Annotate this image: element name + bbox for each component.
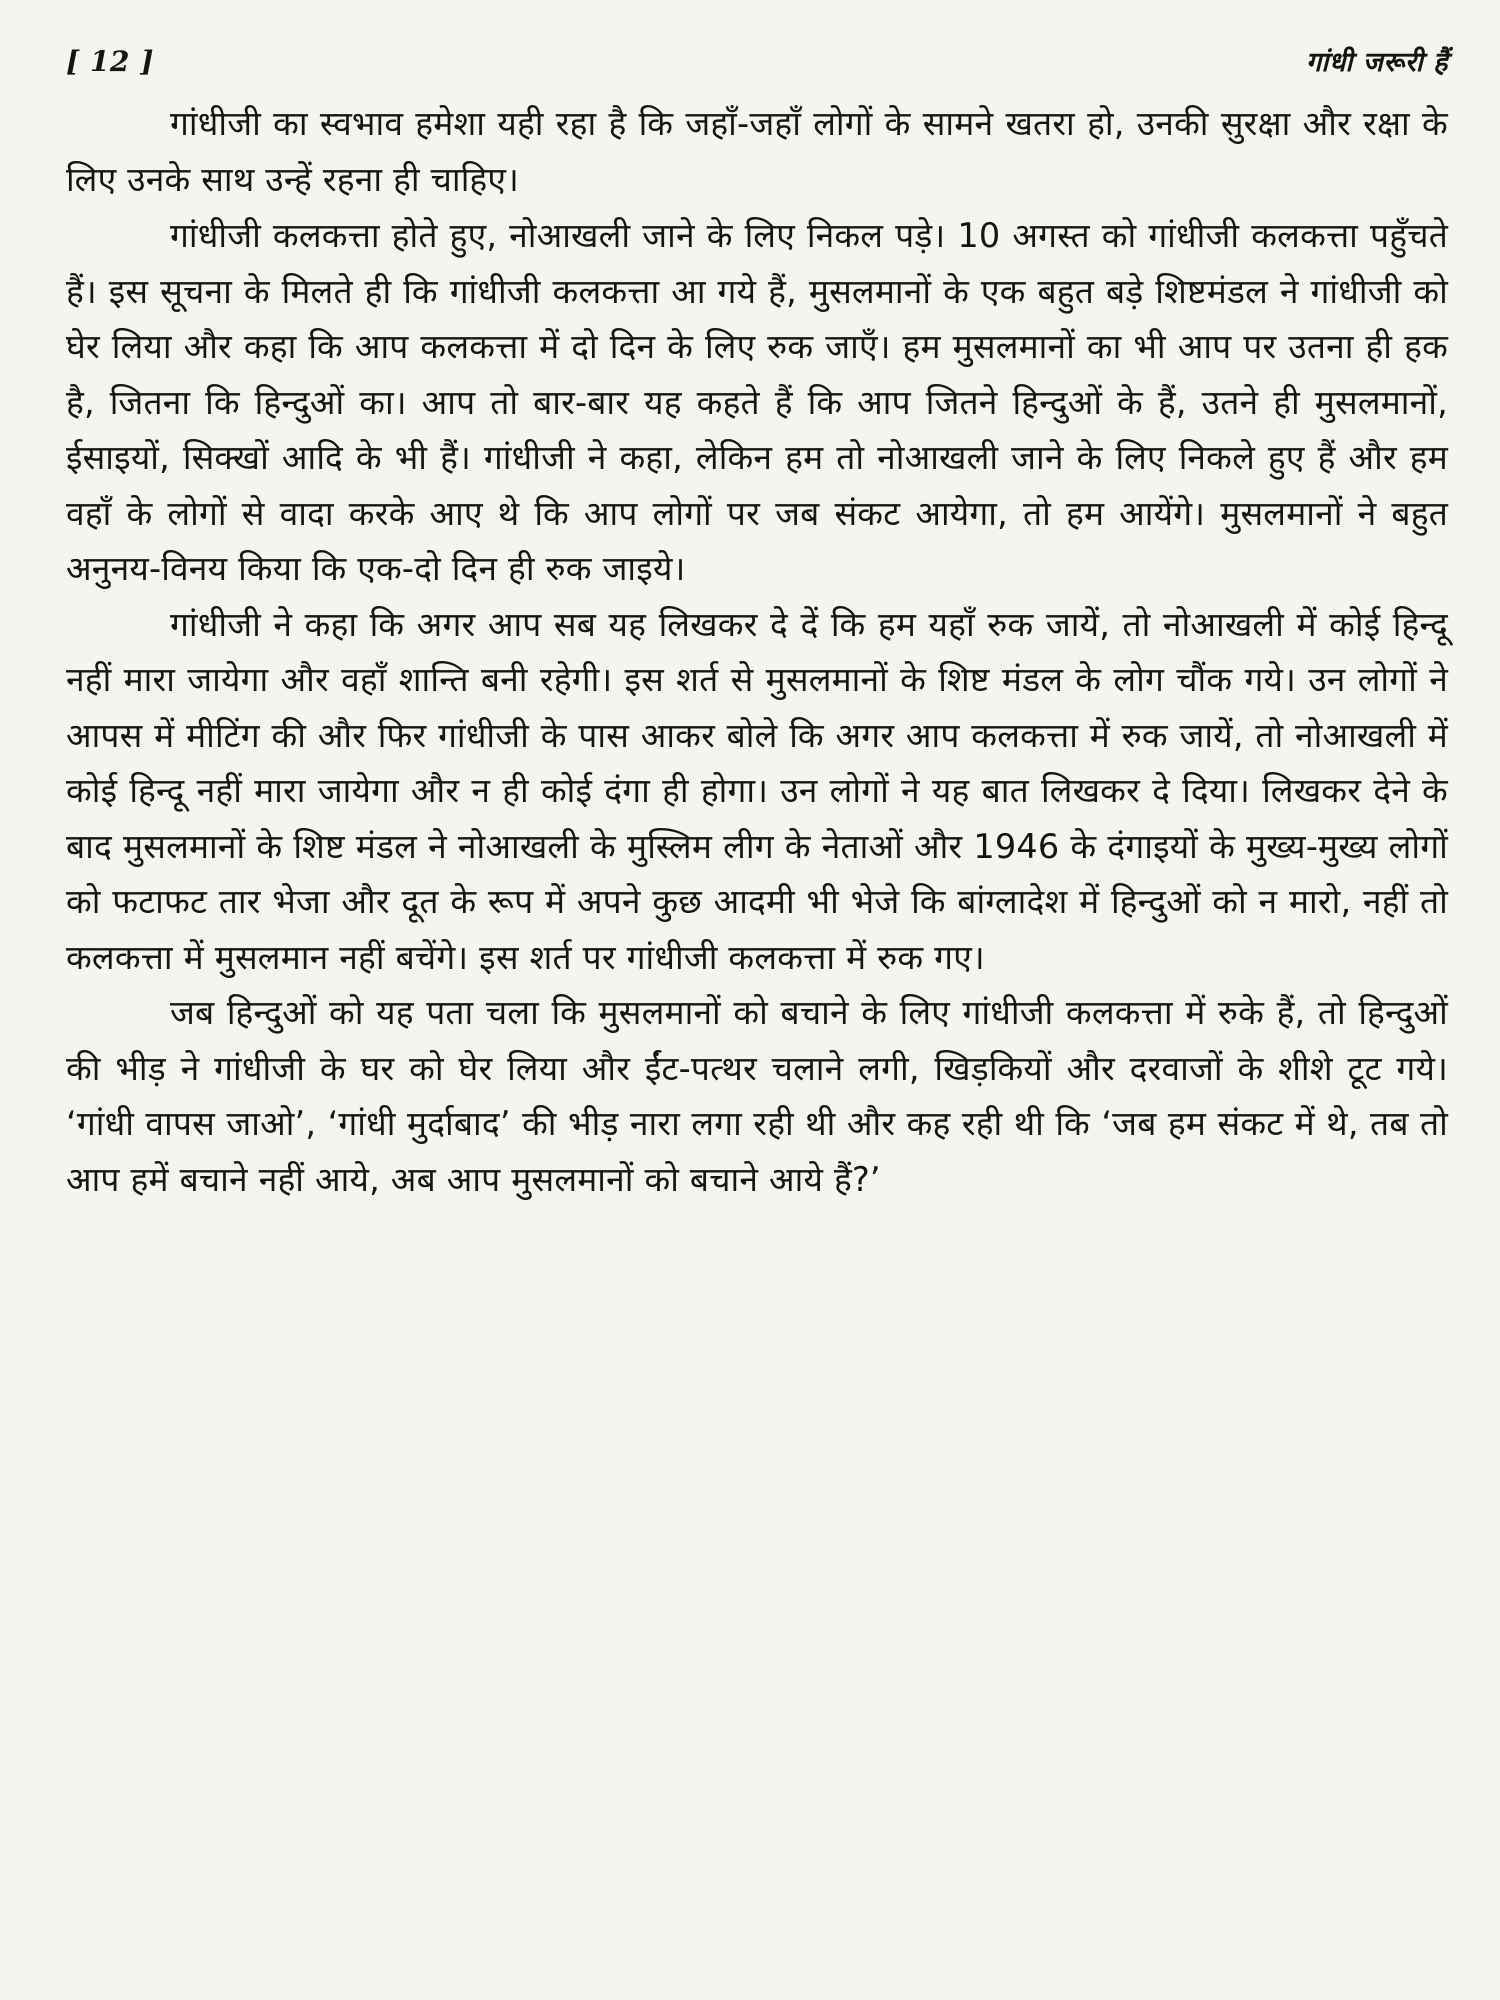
- page-number: [ 12 ]: [66, 45, 154, 78]
- paragraph-1: गांधीजी का स्वभाव हमेशा यही रहा है कि जहाँ-जहाँ लोगों के सामने खतरा हो, उनकी सुरक्षा और रक्षा के लिए उनके साथ उन्हें रहना ही चाहिए।: [66, 104, 1448, 199]
- paragraph-4: जब हिन्दुओं को यह पता चला कि मुसलमानों को बचाने के लिए गांधीजी कलकत्ता में रुके हैं, तो हिन्दुओं की भीड़ ने गांधीजी के घर को घेर लिया और ईंट-पत्थर चलाने लगी, खिड़कियों और दरवाजों के शीशे टूट गये। ‘गांधी वापस जाओ’, ‘गांधी मुर्दाबाद’ की भीड़ नारा लगा रही थी और कह रही थी कि ‘जब हम संकट में थे, तब तो आप हमें बचाने नहीं आये, अब आप मुसलमानों को बचाने आये हैं?’: [66, 993, 1448, 1199]
- body-text: [66, 96, 1448, 1207]
- paragraph-3: गांधीजी ने कहा कि अगर आप सब यह लिखकर दे दें कि हम यहाँ रुक जायें, तो नोआखली में कोई हिन्दू नहीं मारा जायेगा और वहाँ शान्ति बनी रहेगी। इस शर्त से मुसलमानों के शिष्ट मंडल के लोग चौंक गये। उन लोगों ने आपस में मीटिंग की और फिर गांधीजी के पास आकर बोले कि अगर आप कलकत्ता में रुक जायें, तो नोआखली में कोई हिन्दू नहीं मारा जायेगा और न ही कोई दंगा ही होगा। उन लोगों ने यह बात लिखकर दे दिया। लिखकर देने के बाद मुसलमानों के शिष्ट मंडल ने नोआखली के मुस्लिम लीग के नेताओं और 1946 के दंगाइयों के मुख्य-मुख्य लोगों को फटाफट तार भेजा और दूत के रूप में अपने कुछ आदमी भी भेजे कि बांग्लादेश में हिन्दुओं को न मारो, नहीं तो कलकत्ता में मुसलमान नहीं बचेंगे। इस शर्त पर गांधीजी कलकत्ता में रुक गए।: [66, 604, 1448, 977]
- running-header: [66, 42, 1448, 90]
- paragraph-2: गांधीजी कलकत्ता होते हुए, नोआखली जाने के लिए निकल पड़े। 10 अगस्त को गांधीजी कलकत्ता पहुँचते हैं। इस सूचना के मिलते ही कि गांधीजी कलकत्ता आ गये हैं, मुसलमानों के एक बहुत बड़े शिष्टमंडल ने गांधीजी को घेर लिया और कहा कि आप कलकत्ता में दो दिन के लिए रुक जाएँ। हम मुसलमानों का भी आप पर उतना ही हक है, जितना कि हिन्दुओं का। आप तो बार-बार यह कहते हैं कि आप जितने हिन्दुओं के हैं, उतने ही मुसलमानों, ईसाइयों, सिक्खों आदि के भी हैं। गांधीजी ने कहा, लेकिन हम तो नोआखली जाने के लिए निकले हुए हैं और हम वहाँ के लोगों से वादा करके आए थे कि आप लोगों पर जब संकट आयेगा, तो हम आयेंगे। मुसलमानों ने बहुत अनुनय-विनय किया कि एक-दो दिन ही रुक जाइये।: [66, 216, 1448, 588]
- book-title: गांधी जरूरी हैं: [1306, 47, 1448, 78]
